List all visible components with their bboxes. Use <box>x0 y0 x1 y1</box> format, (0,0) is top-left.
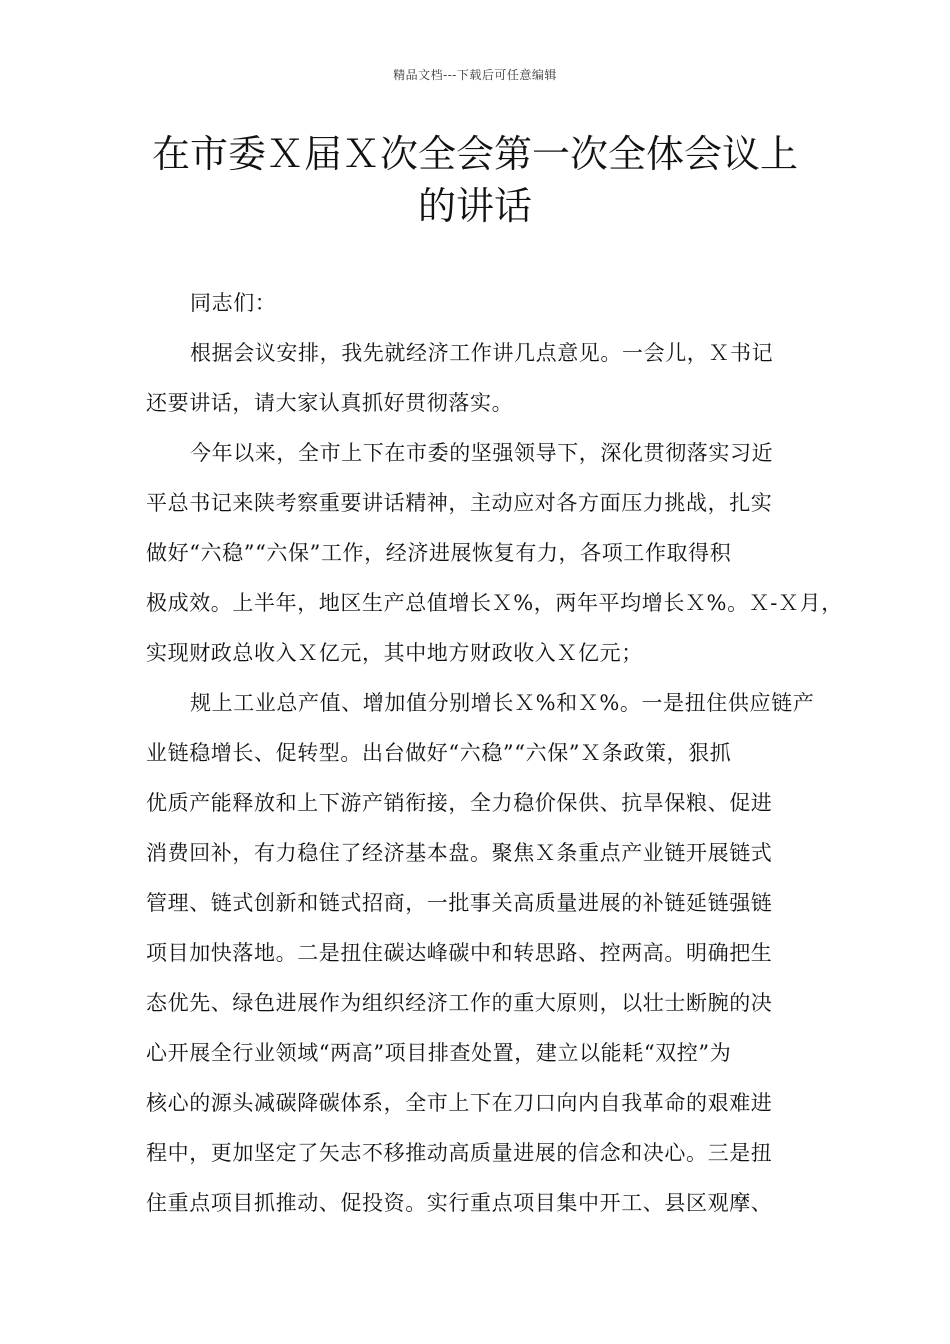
document-body <box>146 278 843 1228</box>
text-line: 消费回补，有力稳住了经济基本盘。聚焦Ｘ条重点产业链开展链式 <box>146 841 773 865</box>
text-line: 规上工业总产值、增加值分别增长Ｘ%和Ｘ%。一是扭住供应链产 <box>190 691 815 715</box>
document-title <box>130 128 820 232</box>
text-line: 住重点项目抓推动、促投资。实行重点项目集中开工、县区观摩、 <box>146 1191 773 1215</box>
text-line: 做好“六稳”“六保”工作，经济进展恢复有力，各项工作取得积 <box>146 541 732 565</box>
text-line: 还要讲话，请大家认真抓好贯彻落实。 <box>146 391 514 415</box>
text-line: 程中，更加坚定了矢志不移推动高质量进展的信念和决心。三是扭 <box>146 1141 773 1165</box>
text-line: 今年以来，全市上下在市委的坚强领导下，深化贯彻落实习近 <box>190 441 774 465</box>
salutation: 同志们： <box>190 291 277 315</box>
text-line: 实现财政总收入Ｘ亿元，其中地方财政收入Ｘ亿元； <box>146 641 643 665</box>
text-line: 优质产能释放和上下游产销衔接，全力稳价保供、抗旱保粮、促进 <box>146 791 773 815</box>
text-line: 极成效。上半年，地区生产总值增长Ｘ%，两年平均增长Ｘ%。Ｘ-Ｘ月， <box>146 591 843 615</box>
text-line: 项目加快落地。二是扭住碳达峰碳中和转思路、控两高。明确把生 <box>146 941 773 965</box>
title-line-2: 的讲话 <box>417 184 532 228</box>
text-line: 心开展全行业领域“两高”项目排查处置，建立以能耗“双控”为 <box>146 1041 732 1065</box>
text-line: 核心的源头减碳降碳体系，全市上下在刀口向内自我革命的艰难进 <box>146 1091 773 1115</box>
body-lines <box>146 328 843 1228</box>
text-line: 根据会议安排，我先就经济工作讲几点意见。一会儿，Ｘ书记 <box>190 341 774 365</box>
text-line: 管理、链式创新和链式招商，一批事关高质量进展的补链延链强链 <box>146 891 773 915</box>
title-line-1: 在市委Ｘ届Ｘ次全会第一次全体会议上 <box>151 132 798 176</box>
text-line: 业链稳增长、促转型。出台做好“六稳”“六保”Ｘ条政策，狠抓 <box>146 741 732 765</box>
text-line: 平总书记来陕考察重要讲话精神，主动应对各方面压力挑战，扎实 <box>146 491 773 515</box>
header-note: 精品文档---下载后可任意编辑 <box>393 68 557 82</box>
text-line: 态优先、绿色进展作为组织经济工作的重大原则，以壮士断腕的决 <box>146 991 773 1015</box>
